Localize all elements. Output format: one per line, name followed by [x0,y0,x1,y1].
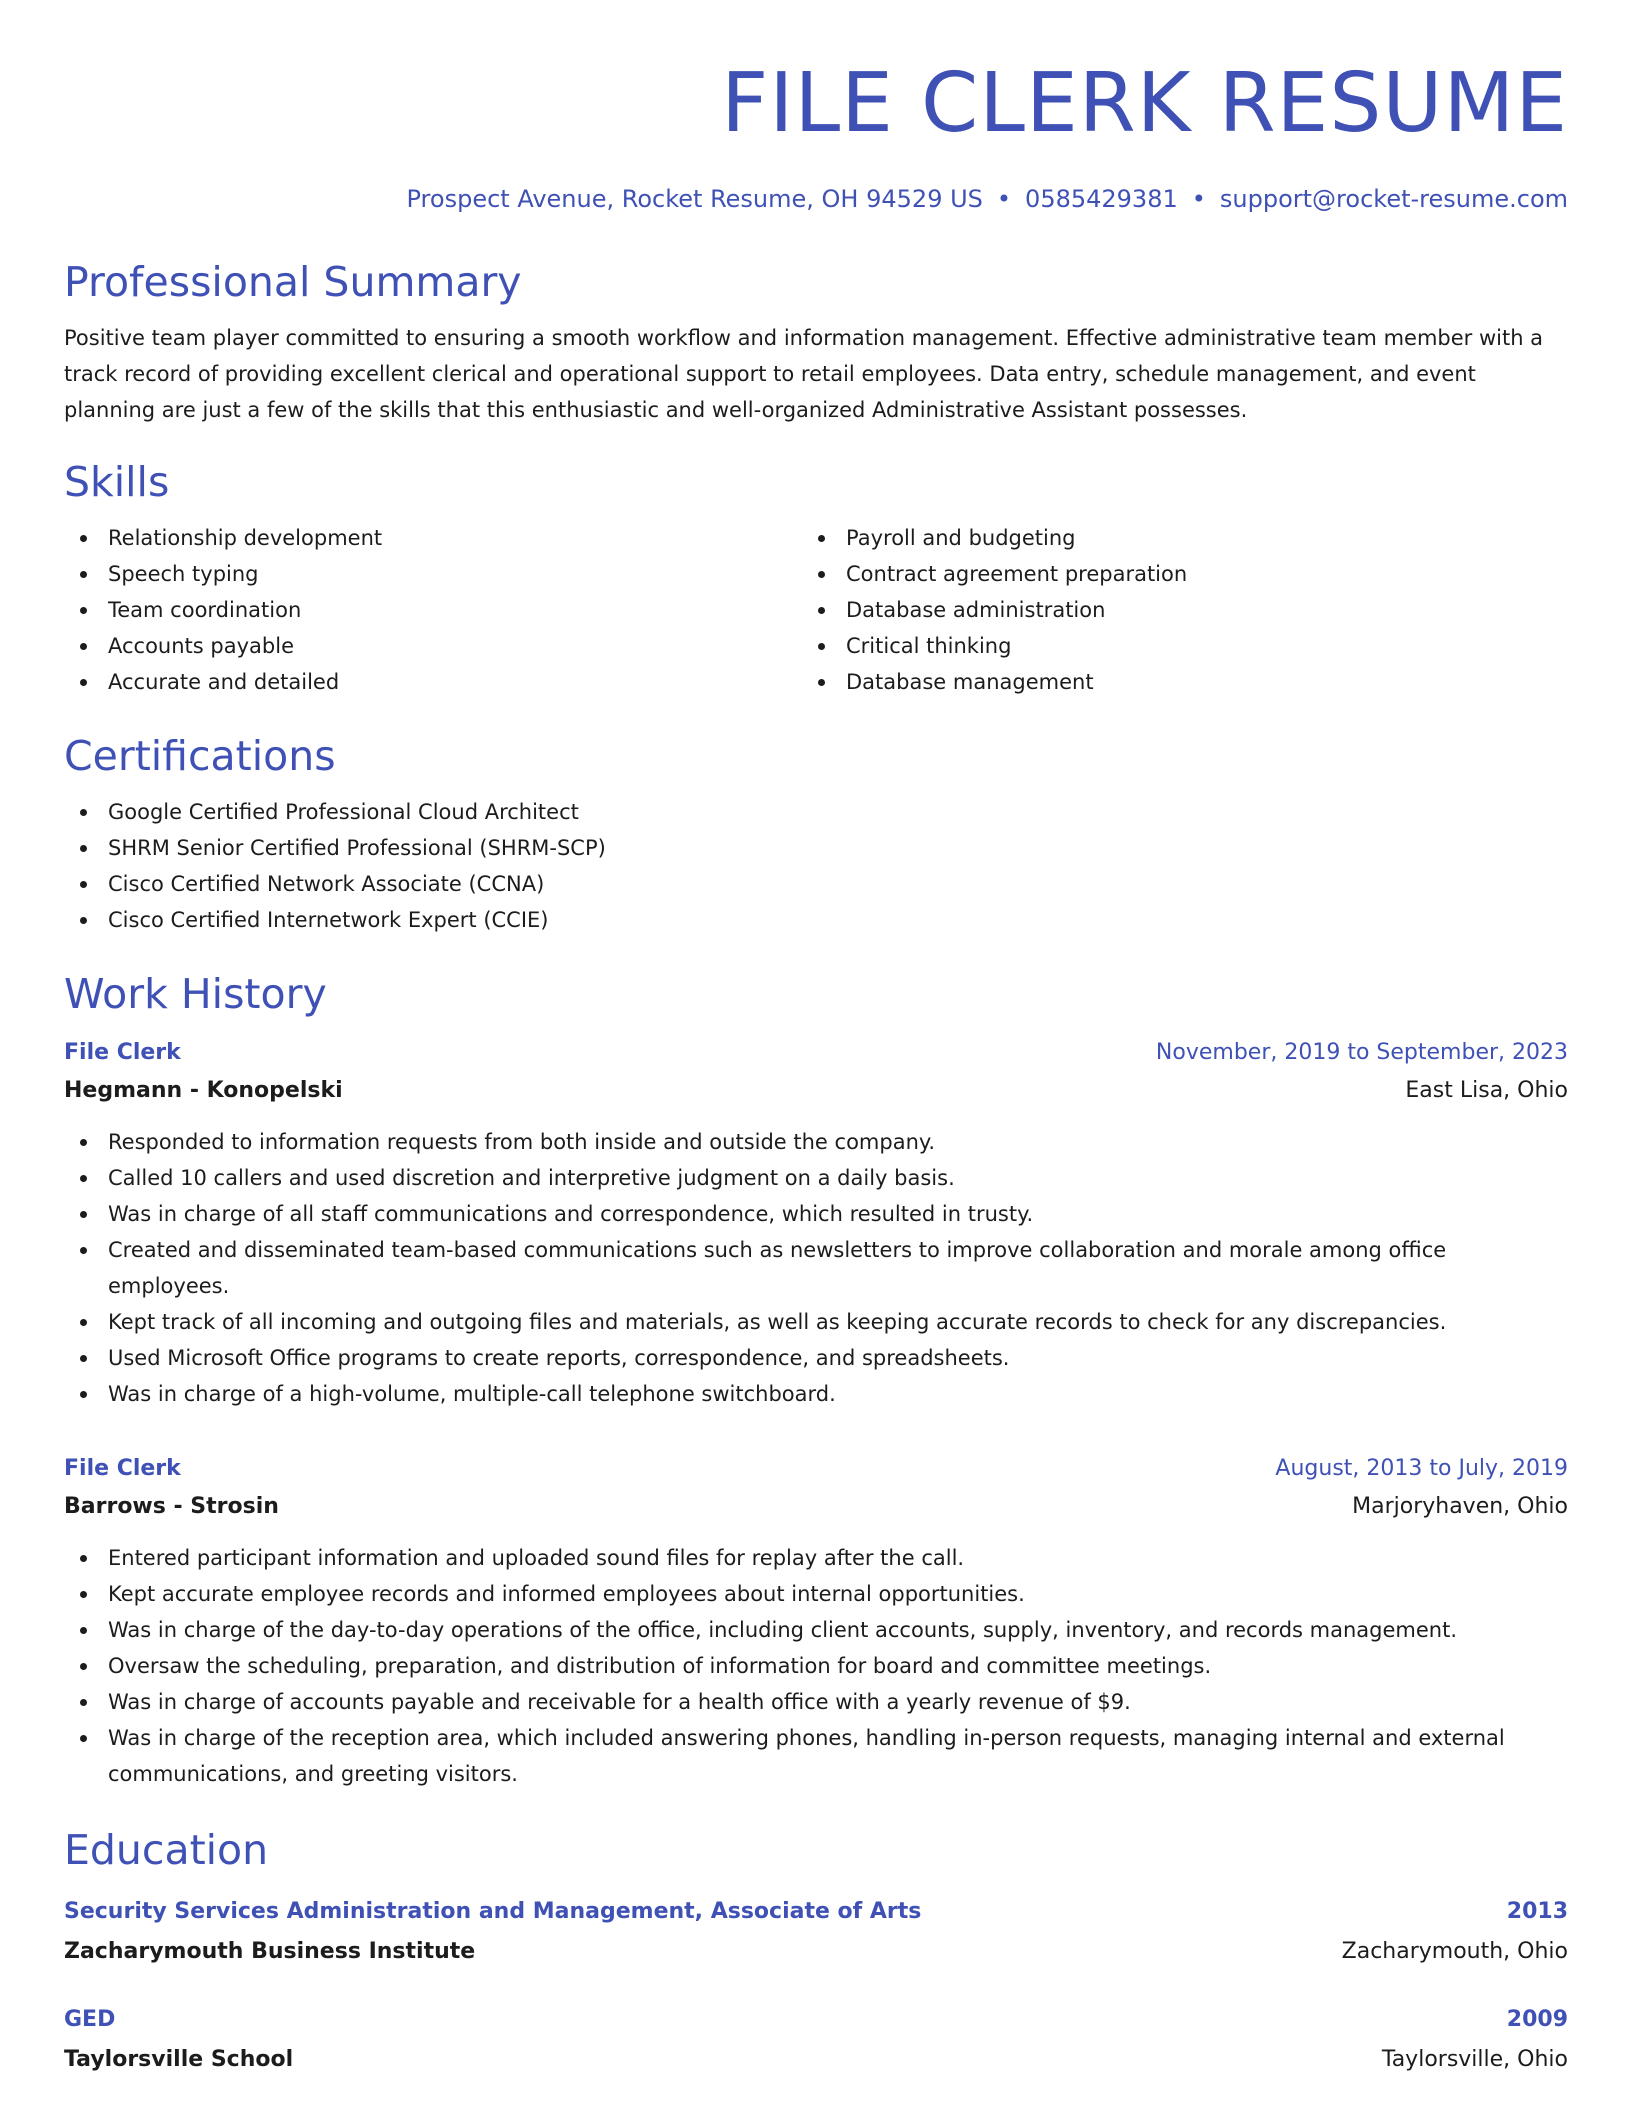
job-bullet: Kept track of all incoming and outgoing files and materials, as well as keeping accurate records to check for any discrepancies. [64,1304,1568,1340]
certifications-list [64,794,1568,938]
education-school: Taylorsville School [64,2047,294,2072]
skill-item: Accounts payable [64,628,802,664]
contact-phone: 0585429381 [1025,185,1178,213]
education-school-row [64,2040,1568,2080]
job-bullet: Called 10 callers and used discretion and interpretive judgment on a daily basis. [64,1160,1568,1196]
skill-item: Accurate and detailed [64,664,802,700]
job-bullet: Was in charge of the day-to-day operations of the office, including client accounts, supply, inventory, and records management. [64,1612,1568,1648]
certification-item: Cisco Certified Internetwork Expert (CCIE) [64,902,1568,938]
job-bullet: Responded to information requests from both inside and outside the company. [64,1124,1568,1160]
skills-grid [64,520,1568,700]
job-title: File Clerk [64,1040,181,1065]
job-bullet: Kept accurate employee records and informed employees about internal opportunities. [64,1576,1568,1612]
section-heading: Education [64,1826,269,1874]
certification-item: Google Certified Professional Cloud Architect [64,794,1568,830]
job-title-row [64,1450,1568,1488]
education-degree-row [64,1892,1568,1932]
job-bullet: Oversaw the scheduling, preparation, and distribution of information for board and committee meetings. [64,1648,1568,1684]
job-entry [64,1034,1568,1412]
job-entry [64,1450,1568,1792]
contact-address: Prospect Avenue, Rocket Resume, OH 94529 US [406,185,983,213]
job-company: Hegmann - Konopelski [64,1078,343,1103]
contact-email: support@rocket-resume.com [1219,185,1568,213]
job-title-row [64,1034,1568,1072]
work-history-section [64,966,1568,1792]
section-heading: Work History [64,970,327,1018]
education-degree: Security Services Administration and Management, Associate of Arts [64,1899,922,1924]
job-company-row [64,1072,1568,1110]
education-school: Zacharymouth Business Institute [64,1939,476,1964]
education-entry [64,1892,1568,1972]
skills-left-list [64,520,802,700]
job-bullet: Created and disseminated team-based communications such as newsletters to improve collaboration and morale among office employees. [64,1232,1568,1304]
education-year: 2009 [1506,2007,1568,2032]
skills-section [64,454,1568,700]
section-heading: Professional Summary [64,258,522,306]
job-bullets [64,1124,1568,1412]
job-bullet: Used Microsoft Office programs to create reports, correspondence, and spreadsheets. [64,1340,1568,1376]
job-bullet: Was in charge of all staff communications and correspondence, which resulted in trusty. [64,1196,1568,1232]
skill-item: Relationship development [64,520,802,556]
job-dates: November, 2019 to September, 2023 [1155,1040,1568,1065]
job-title: File Clerk [64,1456,181,1481]
certifications-section [64,728,1568,938]
skills-right-list [802,520,1540,700]
skill-item: Database administration [802,592,1540,628]
resume-title: FILE CLERK RESUME [721,56,1568,151]
job-company-row [64,1488,1568,1526]
contact-separator: • [996,185,1012,213]
contact-separator: • [1191,185,1206,213]
job-location: Marjoryhaven, Ohio [1352,1494,1568,1519]
summary-text: Positive team player committed to ensuring a smooth workflow and information management. Effective administrative team member with a track record of providing excellent clerical and operational support to retail employees. Data entry, schedule management, and event planning are just a few of the skills that this enthusiastic and well-organized Administrative Assistant possesses. [64,326,1544,422]
contact-line [64,182,1568,216]
job-bullet: Was in charge of accounts payable and receivable for a health office with a yearly revenue of $9. [64,1684,1568,1720]
job-bullets [64,1540,1568,1792]
job-bullet: Was in charge of a high-volume, multiple-call telephone switchboard. [64,1376,1568,1412]
skill-item: Payroll and budgeting [802,520,1540,556]
job-company: Barrows - Strosin [64,1494,279,1519]
resume-header [64,54,1568,216]
job-bullet: Was in charge of the reception area, which included answering phones, handling in-person requests, managing internal and external communications, and greeting visitors. [64,1720,1568,1792]
skill-item: Speech typing [64,556,802,592]
education-year: 2013 [1506,1899,1568,1924]
section-heading: Certifications [64,732,336,780]
skill-item: Contract agreement preparation [802,556,1540,592]
job-bullet: Entered participant information and uploaded sound files for replay after the call. [64,1540,1568,1576]
education-location: Taylorsville, Ohio [1381,2047,1568,2072]
certification-item: SHRM Senior Certified Professional (SHRM-SCP) [64,830,1568,866]
skill-item: Database management [802,664,1540,700]
education-school-row [64,1932,1568,1972]
education-section [64,1822,1568,2080]
certification-item: Cisco Certified Network Associate (CCNA) [64,866,1568,902]
education-degree-row [64,2000,1568,2040]
education-degree: GED [64,2007,116,2032]
education-entry [64,2000,1568,2080]
skill-item: Critical thinking [802,628,1540,664]
section-heading: Skills [64,458,170,506]
skill-item: Team coordination [64,592,802,628]
education-location: Zacharymouth, Ohio [1341,1939,1568,1964]
job-location: East Lisa, Ohio [1405,1078,1568,1103]
job-dates: August, 2013 to July, 2019 [1275,1456,1568,1481]
professional-summary-section [64,254,1568,428]
